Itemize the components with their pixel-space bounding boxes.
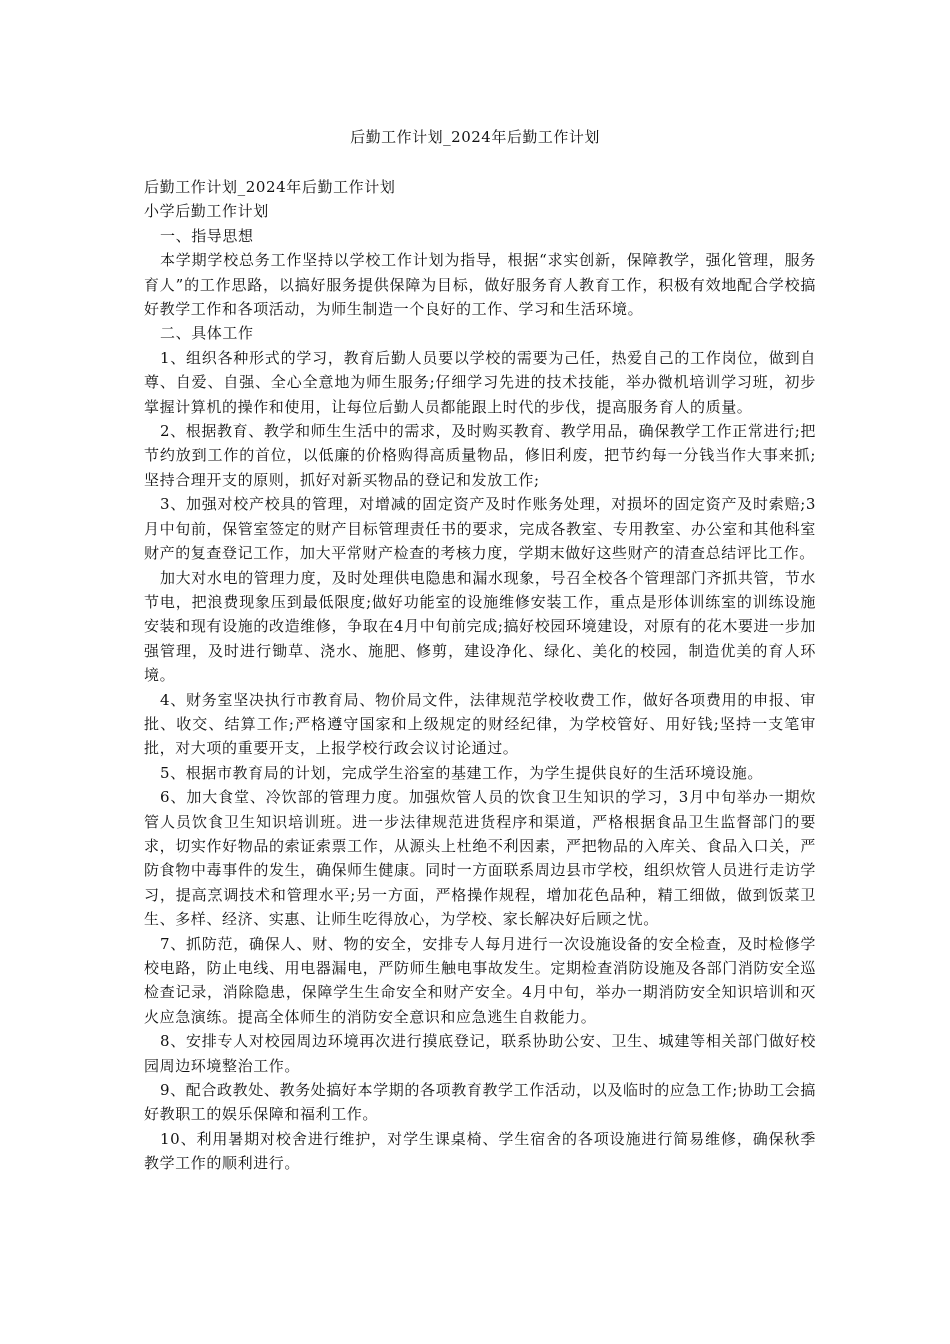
paragraph: 7、抓防范，确保人、财、物的安全，安排专人每月进行一次设施设备的安全检查，及时检修学校电路，防止电线、用电器漏电，严防师生触电事故发生。定期检查消防设施及各部门消防安全巡检查记录，消除隐患，保障学生生命安全和财产安全。4月中旬，举办一期消防安全知识培训和灭火应急演练。提高全体师生的消防安全意识和应急逃生自救能力。: [144, 934, 816, 1026]
paragraph: 本学期学校总务工作坚持以学校工作计划为指导，根据“求实创新，保障教学，强化管理，服务育人”的工作思路，以搞好服务提供保障为目标，做好服务育人教育工作，积极有效地配合学校搞好教学工作和各项活动，为师生制造一个良好的工作、学习和生活环境。: [144, 251, 816, 319]
paragraph: 6、加大食堂、冷饮部的管理力度。加强炊管人员的饮食卫生知识的学习，3月中旬举办一期炊管人员饮食卫生知识培训班。进一步法律规范进货程序和渠道，严格根据食品卫生监督部门的要求，切实作好物品的索证索票工作，从源头上杜绝不利因素，严把物品的入库关、食品入口关，严防食物中毒事件的发生，确保师生健康。同时一方面联系周边县市学校，组织炊管人员进行走访学习，提高烹调技术和管理水平;另一方面，严格操作规程，增加花色品种，精工细做，做到饭菜卫生、多样、经济、实惠、让师生吃得放心，为学校、家长解决好后顾之忧。: [144, 788, 816, 929]
paragraph: 2、根据教育、教学和师生生活中的需求，及时购买教育、教学用品，确保教学工作正常进行;把节约放到工作的首位，以低廉的价格购得高质量物品，修旧利废，把节约每一分钱当作大事来抓;坚持合理开支的原则，抓好对新买物品的登记和发放工作;: [144, 422, 816, 489]
document-title: 后勤工作计划_2024年后勤工作计划: [350, 128, 600, 146]
body-heading: 后勤工作计划_2024年后勤工作计划: [144, 178, 396, 196]
paragraph: 4、财务室坚决执行市教育局、物价局文件，法律规范学校收费工作，做好各项费用的申报、审批、收交、结算工作;严格遵守国家和上级规定的财经纪律，为学校管好、用好钱;坚持一支笔审批，对大项的重要开支，上报学校行政会议讨论通过。: [144, 690, 816, 758]
paragraph: 8、安排专人对校园周边环境再次进行摸底登记，联系协助公安、卫生、城建等相关部门做好校园周边环境整治工作。: [144, 1032, 816, 1075]
paragraph: 9、配合政教处、教务处搞好本学期的各项教育教学工作活动，以及临时的应急工作;协助工会搞好教职工的娱乐保障和福利工作。: [144, 1081, 816, 1124]
paragraph: 3、加强对校产校具的管理，对增减的固定资产及时作账务处理，对损坏的固定资产及时索赔;3月中旬前，保管室签定的财产目标管理责任书的要求，完成各教室、专用教室、办公室和其他科室财产的复查登记工作，加大平常财产检查的考核力度，学期末做好这些财产的清查总结评比工作。: [144, 495, 816, 563]
paragraph: 5、根据市教育局的计划，完成学生浴室的基建工作，为学生提供良好的生活环境设施。: [160, 763, 763, 782]
section-heading-guiding-ideology: 一、指导思想: [160, 226, 254, 245]
paragraph: 1、组织各种形式的学习，教育后勤人员要以学校的需要为己任，热爱自己的工作岗位，做到自尊、自爱、自强、全心全意地为师生服务;仔细学习先进的技术技能，举办微机培训学习班，初步掌握计算机的操作和使用，让每位后勤人员都能跟上时代的步伐，提高服务育人的质量。: [144, 348, 816, 416]
paragraph: 10、利用暑期对校舍进行维护，对学生课桌椅、学生宿舍的各项设施进行简易维修，确保秋季教学工作的顺利进行。: [144, 1129, 816, 1173]
paragraph: 加大对水电的管理力度，及时处理供电隐患和漏水现象，号召全校各个管理部门齐抓共管，节水节电，把浪费现象压到最低限度;做好功能室的设施维修安装工作，重点是形体训练室的训练设施安装和现有设施的改造维修，争取在4月中旬前完成;搞好校园环境建设，对原有的花木要进一步加强管理，及时进行锄草、浇水、施肥、修剪，建设净化、绿化、美化的校园，制造优美的育人环境。: [144, 568, 816, 685]
subtitle: 小学后勤工作计划: [144, 202, 269, 221]
document-body: [144, 175, 816, 1176]
section-heading-specific-work: 二、具体工作: [160, 324, 254, 343]
